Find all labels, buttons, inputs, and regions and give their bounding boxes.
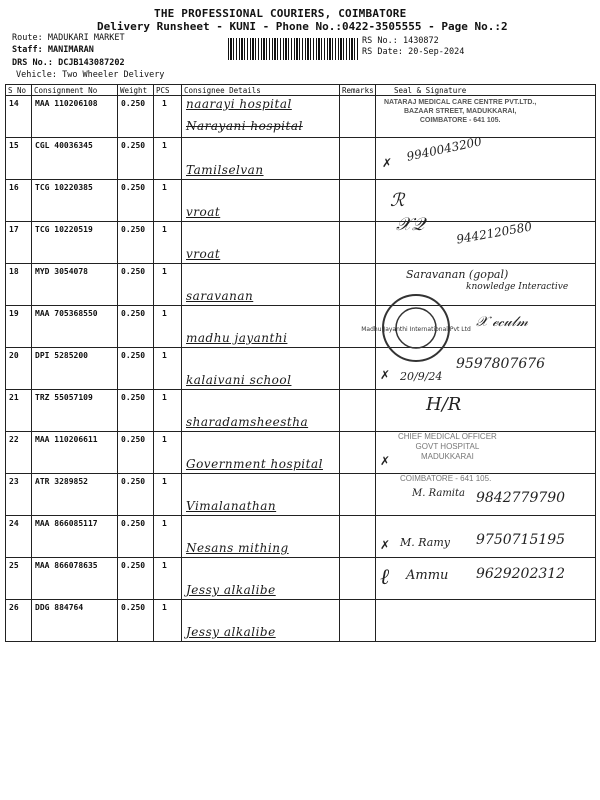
consignee-handwriting: Tamilselvan (186, 163, 264, 177)
cell-seal (376, 432, 596, 474)
route-label: Route: (12, 33, 43, 43)
cross-mark: ✗ (380, 538, 391, 552)
consignee-handwriting: sharadamsheestha (186, 415, 309, 429)
cell-pcs: 1 (154, 222, 182, 264)
round-stamp-text: Madhu Jayanthi International Pvt Ltd (361, 326, 471, 333)
cell-consignment: DDG 884764 (32, 600, 118, 642)
table-row (6, 474, 596, 516)
consignee-handwriting: madhu jayanthi (186, 331, 288, 345)
signature-company: knowledge Interactive (466, 282, 569, 292)
signature-date: 20/9/24 (400, 370, 443, 383)
cell-remarks (340, 96, 376, 138)
table-header-row (6, 85, 596, 96)
staff-line (12, 45, 94, 55)
scribble-signature: ℓ (380, 565, 390, 590)
cell-sno: 14 (6, 96, 32, 138)
rs-no-label: RS No.: (362, 36, 398, 46)
table-row (6, 558, 596, 600)
cell-sno: 20 (6, 348, 32, 390)
cell-pcs: 1 (154, 264, 182, 306)
signature-name: Ammu (406, 568, 449, 583)
cell-consignment: MAA 866078635 (32, 558, 118, 600)
cell-consignee (182, 138, 340, 180)
cell-seal (376, 474, 596, 516)
cell-remarks (340, 348, 376, 390)
cell-weight: 0.250 (118, 600, 154, 642)
table-row (6, 180, 596, 222)
cell-consignee (182, 180, 340, 222)
signature-initials: H/R (426, 394, 462, 415)
cell-remarks (340, 180, 376, 222)
cell-weight: 0.250 (118, 558, 154, 600)
signature-phone: 9940043200 (405, 134, 483, 164)
signature-phone: 9750715195 (476, 532, 566, 548)
staff-value: MANIMARAN (47, 45, 94, 55)
cmo-line-1: CHIEF MEDICAL OFFICER (398, 432, 497, 441)
company-title: THE PROFESSIONAL COURIERS, COIMBATORE (154, 7, 407, 20)
cell-remarks (340, 264, 376, 306)
signature-name: M. Ramy (400, 536, 450, 549)
cell-sno: 25 (6, 558, 32, 600)
signature-name: M. Ramita (412, 488, 465, 499)
cell-remarks (340, 222, 376, 264)
table-row (6, 96, 596, 138)
cell-consignment: DPI 5285200 (32, 348, 118, 390)
rs-no-line (362, 36, 439, 46)
cross-mark: ✗ (380, 454, 391, 468)
signature-phone: 9597807676 (456, 356, 546, 372)
cell-remarks (340, 558, 376, 600)
drs-value: DCJB143087202 (58, 58, 125, 68)
col-remarks: Remarks (340, 85, 376, 96)
cell-consignee (182, 474, 340, 516)
scribble-signature: 𝒳𝒬 (396, 214, 425, 235)
cmo-line-2: GOVT HOSPITAL (415, 442, 480, 451)
cell-remarks (340, 432, 376, 474)
cell-seal (376, 516, 596, 558)
signature-phone: 9629202312 (476, 566, 566, 582)
cell-seal (361, 306, 596, 348)
cell-consignee (182, 348, 340, 390)
col-consignment: Consignment No (32, 85, 118, 96)
barcode (228, 38, 358, 60)
cell-consignee (182, 306, 340, 348)
cell-consignee (182, 96, 340, 138)
route-value: MADUKARI MARKET (47, 33, 125, 43)
scribble-signature: 𝒳 ℯ𝒸𝓊𝓁𝓂 (476, 314, 529, 330)
cell-pcs: 1 (154, 558, 182, 600)
consignee-handwriting: Jessy alkalibe (186, 583, 276, 597)
vehicle-value: Two Wheeler Delivery (62, 70, 165, 80)
consignee-handwriting: Jessy alkalibe (186, 625, 276, 639)
cell-pcs: 1 (154, 600, 182, 642)
cell-pcs: 1 (154, 348, 182, 390)
table-row (6, 600, 596, 642)
cmo-city: COIMBATORE - 641 105. (400, 474, 492, 483)
table-row (6, 306, 596, 348)
cell-consignee (182, 558, 340, 600)
cell-weight: 0.250 (118, 138, 154, 180)
table-row (6, 432, 596, 474)
rs-date-label: RS Date: (362, 47, 403, 57)
cell-sno: 23 (6, 474, 32, 516)
cell-sno: 21 (6, 390, 32, 432)
cell-weight: 0.250 (118, 222, 154, 264)
col-sno: S No (6, 85, 32, 96)
staff-label: Staff: (12, 45, 43, 55)
signature-name: Saravanan (gopal) (406, 268, 509, 281)
route-line (12, 33, 125, 43)
cell-consignee (182, 222, 340, 264)
cell-remarks (340, 600, 376, 642)
cell-seal (376, 348, 596, 390)
rs-date-line (362, 47, 464, 57)
cell-consignment: TCG 10220519 (32, 222, 118, 264)
cell-sno: 26 (6, 600, 32, 642)
cell-weight: 0.250 (118, 306, 154, 348)
cell-pcs: 1 (154, 516, 182, 558)
cell-remarks (340, 390, 376, 432)
cell-pcs: 1 (154, 306, 182, 348)
runsheet-table (5, 84, 596, 642)
consignee-handwriting: Government hospital (186, 457, 323, 471)
cell-consignment: MYD 3054078 (32, 264, 118, 306)
cell-weight: 0.250 (118, 348, 154, 390)
cmo-line-3: MADUKKARAI (420, 452, 474, 461)
cell-consignment: ATR 3289852 (32, 474, 118, 516)
col-seal: Seal & Signature (376, 85, 596, 96)
table-row (6, 516, 596, 558)
stamp-line-3: COIMBATORE - 641 105. (419, 117, 501, 124)
cell-seal (376, 390, 596, 432)
vehicle-label: Vehicle: (16, 70, 57, 80)
cross-mark: ✗ (380, 368, 391, 382)
cell-weight: 0.250 (118, 180, 154, 222)
cell-sno: 16 (6, 180, 32, 222)
cell-pcs: 1 (154, 138, 182, 180)
cell-pcs: 1 (154, 96, 182, 138)
consignee-handwriting: Nesans mithing (186, 541, 289, 555)
consignee-handwriting: vroat (186, 205, 221, 219)
consignee-handwriting: Vimalanathan (186, 499, 277, 513)
rs-no-value: 1430872 (402, 36, 439, 46)
cell-pcs: 1 (154, 390, 182, 432)
signature-phone: 9842779790 (476, 490, 566, 506)
cell-remarks (340, 474, 376, 516)
cell-consignment: MAA 110206108 (32, 96, 118, 138)
cell-pcs: 1 (154, 432, 182, 474)
cell-consignee (182, 600, 340, 642)
col-consignee: Consignee Details (182, 85, 340, 96)
consignee-handwriting: naarayi hospital (186, 97, 292, 111)
cmo-stamp (398, 432, 497, 462)
cell-weight: 0.250 (118, 516, 154, 558)
cell-seal (376, 214, 596, 264)
cell-weight: 0.250 (118, 96, 154, 138)
table-row (6, 348, 596, 390)
cross-mark: ✗ (382, 156, 393, 170)
cell-pcs: 1 (154, 180, 182, 222)
drs-line (12, 58, 125, 68)
cell-sno: 17 (6, 222, 32, 264)
vehicle-line (16, 70, 164, 80)
consignee-handwriting-2: Narayani hospital (186, 119, 303, 133)
drs-label: DRS No.: (12, 58, 53, 68)
cell-weight: 0.250 (118, 264, 154, 306)
cell-consignment: MAA 705368550 (32, 306, 118, 348)
cell-consignment: TCG 10220385 (32, 180, 118, 222)
consignee-handwriting: vroat (186, 247, 221, 261)
cell-seal (376, 96, 596, 138)
consignee-handwriting: saravanan (186, 289, 254, 303)
cell-consignment: MAA 866085117 (32, 516, 118, 558)
table-row (6, 222, 596, 264)
cell-sno: 18 (6, 264, 32, 306)
cell-sno: 24 (6, 516, 32, 558)
nataraj-stamp (384, 98, 536, 125)
stamp-line-2: BAZAAR STREET, MADUKKARAI, (403, 108, 517, 115)
signature-phone: 9442120580 (455, 219, 533, 247)
table-row (6, 138, 596, 180)
rs-date-value: 20-Sep-2024 (408, 47, 465, 57)
cell-consignee (182, 390, 340, 432)
table-row (6, 390, 596, 432)
cell-weight: 0.250 (118, 432, 154, 474)
cell-sno: 22 (6, 432, 32, 474)
cell-sno: 15 (6, 138, 32, 180)
runsheet-title: Delivery Runsheet - KUNI - Phone No.:0422-3505555 - Page No.:2 (97, 20, 508, 33)
cell-pcs: 1 (154, 474, 182, 516)
cell-sno: 19 (6, 306, 32, 348)
cell-weight: 0.250 (118, 390, 154, 432)
cell-seal (376, 600, 596, 642)
cell-seal (376, 134, 596, 180)
cell-consignee (182, 264, 340, 306)
cell-consignment: MAA 110206611 (32, 432, 118, 474)
cell-consignment: TRZ 55057109 (32, 390, 118, 432)
col-pcs: PCS (154, 85, 182, 96)
cell-remarks (340, 516, 376, 558)
cell-remarks (340, 138, 376, 180)
cell-seal (376, 558, 596, 600)
table-row (6, 264, 596, 306)
scribble-signature: ℛ (390, 190, 405, 211)
col-weight: Weight (118, 85, 154, 96)
stamp-line-1: NATARAJ MEDICAL CARE CENTRE PVT.LTD., (384, 99, 537, 106)
cell-consignee (182, 516, 340, 558)
cell-weight: 0.250 (118, 474, 154, 516)
consignee-handwriting: kalaivani school (186, 373, 292, 387)
cell-consignment: CGL 40036345 (32, 138, 118, 180)
cell-consignee (182, 432, 340, 474)
